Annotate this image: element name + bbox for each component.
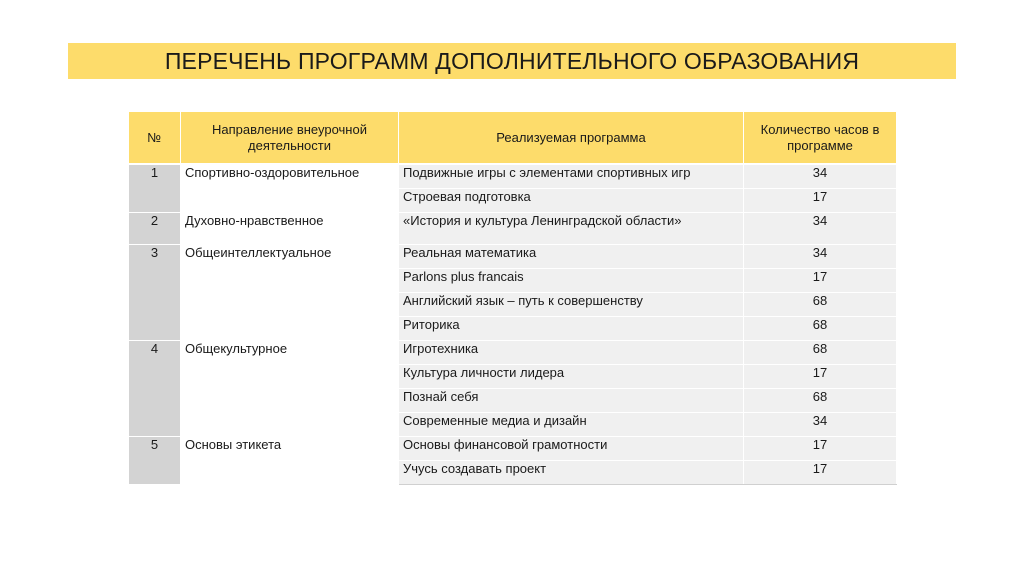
direction-cell: Спортивно-оздоровительное: [181, 164, 399, 213]
hours-cell: 34: [744, 213, 897, 245]
program-cell: Подвижные игры с элементами спортивных игр: [399, 164, 744, 189]
programs-table: [128, 112, 897, 485]
hours-cell: 17: [744, 461, 897, 485]
table-row: [129, 245, 897, 269]
table-row: [129, 437, 897, 461]
direction-cell: Основы этикета: [181, 437, 399, 485]
program-cell: «История и культура Ленинградской области»: [399, 213, 744, 245]
table-header-row: [129, 112, 897, 164]
program-cell: Учусь создавать проект: [399, 461, 744, 485]
direction-cell: Духовно-нравственное: [181, 213, 399, 245]
table-row: [129, 341, 897, 365]
header-direction: Направление внеурочной деятельности: [181, 112, 399, 164]
program-cell: Английский язык – путь к совершенству: [399, 293, 744, 317]
title-bar: [68, 43, 956, 79]
hours-cell: 17: [744, 269, 897, 293]
direction-cell: Общеинтеллектуальное: [181, 245, 399, 341]
row-number: 2: [129, 213, 181, 245]
row-number: 3: [129, 245, 181, 341]
hours-cell: 68: [744, 293, 897, 317]
hours-cell: 68: [744, 317, 897, 341]
hours-cell: 68: [744, 389, 897, 413]
header-hours: Количество часов в программе: [744, 112, 897, 164]
program-cell: Основы финансовой грамотности: [399, 437, 744, 461]
program-cell: Культура личности лидера: [399, 365, 744, 389]
row-number: 5: [129, 437, 181, 485]
hours-cell: 34: [744, 245, 897, 269]
hours-cell: 68: [744, 341, 897, 365]
page-title: ПЕРЕЧЕНЬ ПРОГРАММ ДОПОЛНИТЕЛЬНОГО ОБРАЗОВАНИЯ: [164, 47, 860, 74]
program-cell: Риторика: [399, 317, 744, 341]
program-cell: Познай себя: [399, 389, 744, 413]
hours-cell: 17: [744, 437, 897, 461]
program-cell: Строевая подготовка: [399, 189, 744, 213]
hours-cell: 17: [744, 189, 897, 213]
program-cell: Игротехника: [399, 341, 744, 365]
table-row: [129, 213, 897, 245]
hours-cell: 34: [744, 413, 897, 437]
table-row: [129, 164, 897, 189]
program-cell: Современные медиа и дизайн: [399, 413, 744, 437]
hours-cell: 17: [744, 365, 897, 389]
header-num: №: [129, 112, 181, 164]
program-cell: Реальная математика: [399, 245, 744, 269]
program-cell: Parlons plus francais: [399, 269, 744, 293]
header-program: Реализуемая программа: [399, 112, 744, 164]
direction-cell: Общекультурное: [181, 341, 399, 437]
row-number: 4: [129, 341, 181, 437]
table-body: [129, 164, 897, 485]
row-number: 1: [129, 164, 181, 213]
hours-cell: 34: [744, 164, 897, 189]
